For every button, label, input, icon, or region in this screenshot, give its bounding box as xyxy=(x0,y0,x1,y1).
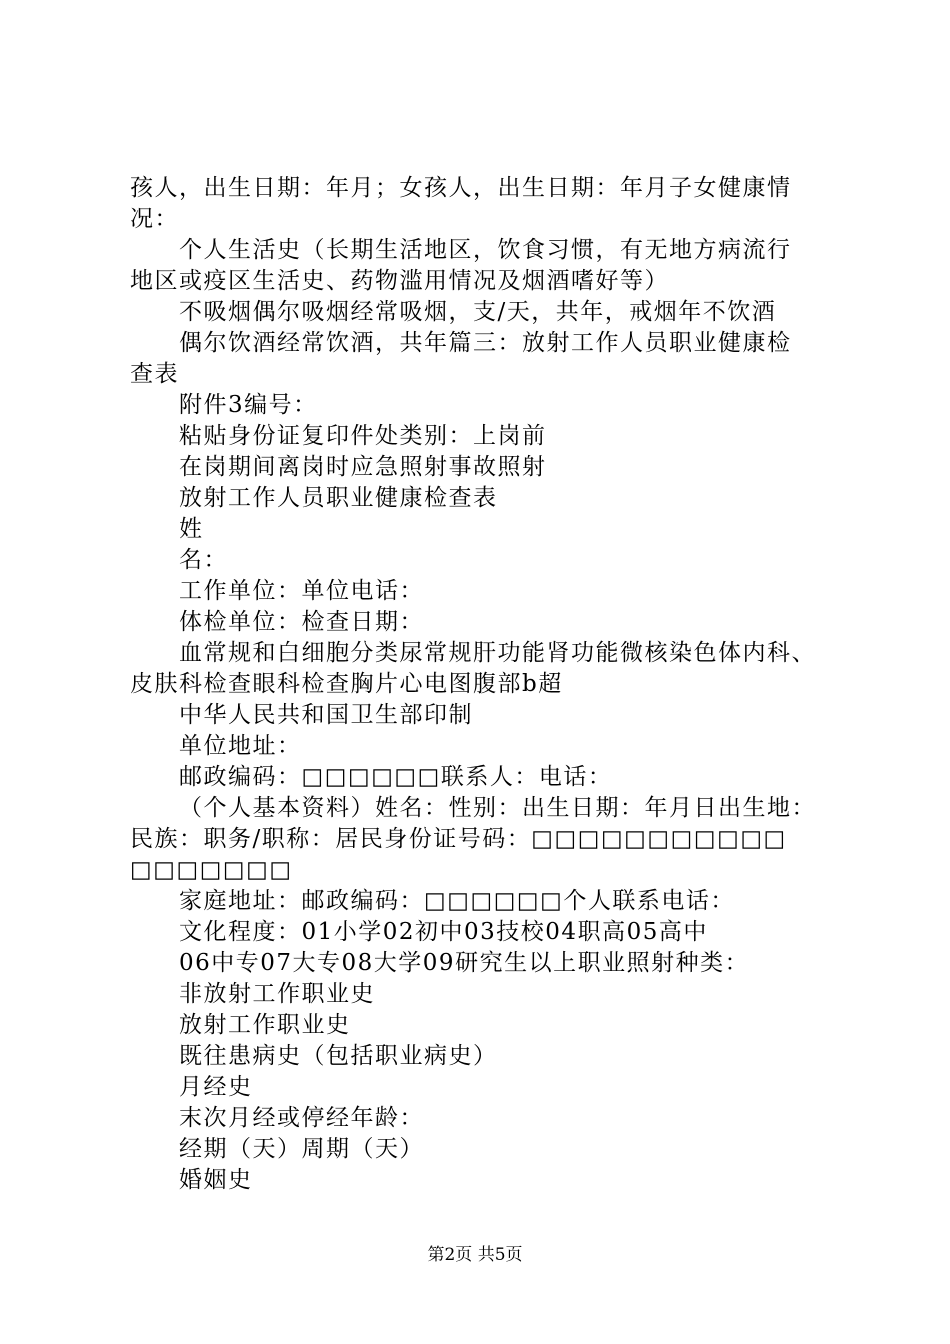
text-line: 在岗期间离岗时应急照射事故照射 xyxy=(179,454,547,480)
text-line: 皮肤科检查眼科检查胸片心电图腹部b超 xyxy=(130,671,563,697)
text-line: 不吸烟偶尔吸烟经常吸烟，支/天，共年，戒烟年不饮酒 xyxy=(179,299,777,325)
text-line: 中华人民共和国卫生部印制 xyxy=(179,702,473,728)
text-line: 个人生活史（长期生活地区，饮食习惯，有无地方病流行 xyxy=(179,237,792,263)
text-line: 粘贴身份证复印件处类别：上岗前 xyxy=(179,423,547,449)
text-line: 婚姻史 xyxy=(179,1167,253,1193)
text-line: 血常规和白细胞分类尿常规肝功能肾功能微核染色体内科、 xyxy=(179,640,816,666)
text-line: 况： xyxy=(130,206,179,232)
text-line: 姓 xyxy=(179,516,204,542)
text-line: 邮政编码：□□□□□□联系人：电话： xyxy=(179,764,613,790)
text-line: 月经史 xyxy=(179,1074,253,1100)
text-line: 经期（天）周期（天） xyxy=(179,1136,424,1162)
text-line: 放射工作人员职业健康检查表 xyxy=(179,485,498,511)
text-line: 偶尔饮酒经常饮酒，共年篇三：放射工作人员职业健康检 xyxy=(179,330,792,356)
text-line: 孩人，出生日期：年月；女孩人，出生日期：年月子女健康情 xyxy=(130,175,792,201)
text-line: 名： xyxy=(179,547,228,573)
text-line: 06中专07大专08大学09研究生以上职业照射种类： xyxy=(179,950,750,976)
text-line: 既往患病史（包括职业病史） xyxy=(179,1043,498,1069)
document-body xyxy=(130,173,850,1196)
text-line: 附件3编号： xyxy=(179,392,318,418)
text-line: 单位地址： xyxy=(179,733,302,759)
text-line: □□□□□□□ xyxy=(130,857,293,883)
text-line: 查表 xyxy=(130,361,179,387)
text-line: （个人基本资料）姓名：性别：出生日期：年月日出生地： xyxy=(179,795,816,821)
text-line: 体检单位：检查日期： xyxy=(179,609,424,635)
text-line: 非放射工作职业史 xyxy=(179,981,375,1007)
text-line: 文化程度：01小学02初中03技校04职高05高中 xyxy=(179,919,708,945)
text-line: 工作单位：单位电话： xyxy=(179,578,424,604)
text-line: 地区或疫区生活史、药物滥用情况及烟酒嗜好等） xyxy=(130,268,669,294)
page-footer: 第2页 共5页 xyxy=(427,1245,523,1265)
text-line: 末次月经或停经年龄： xyxy=(179,1105,424,1131)
text-line: 民族：职务/职称：居民身份证号码：□□□□□□□□□□□ xyxy=(130,826,787,852)
text-line: 家庭地址：邮政编码：□□□□□□个人联系电话： xyxy=(179,888,735,914)
text-line: 放射工作职业史 xyxy=(179,1012,351,1038)
